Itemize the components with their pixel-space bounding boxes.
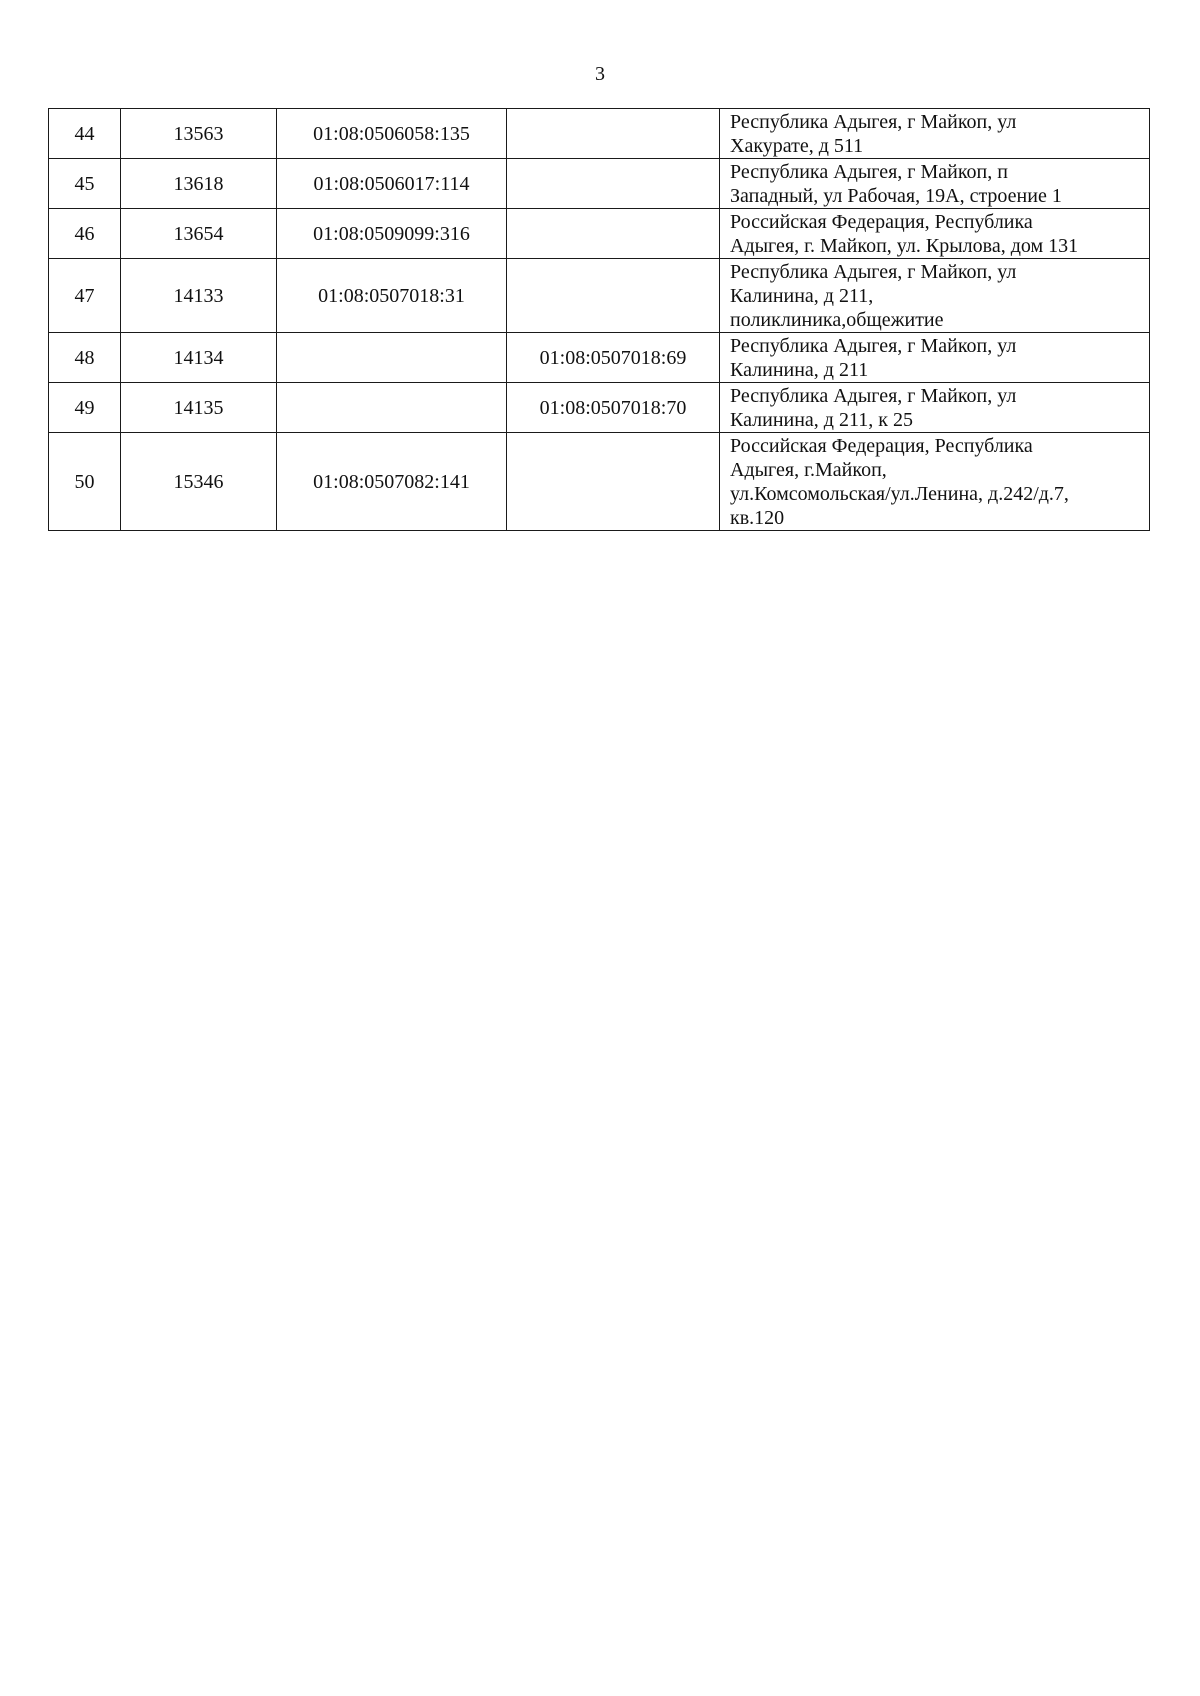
row-number-cell: 50 <box>49 433 121 531</box>
row-number-cell: 49 <box>49 383 121 433</box>
object-id-cell: 14134 <box>121 333 277 383</box>
address-line: Адыгея, г. Майкоп, ул. Крылова, дом 131 <box>730 234 1079 257</box>
land-cadastral-cell <box>277 333 507 383</box>
address-line: Российская Федерация, Республика <box>730 434 1033 457</box>
table-row <box>49 433 1150 531</box>
address-line: Республика Адыгея, г Майкоп, ул <box>730 334 1017 357</box>
address-line: поликлиника,общежитие <box>730 308 944 331</box>
building-cadastral-cell: 01:08:0507018:69 <box>507 333 720 383</box>
address-line: ул.Комсомольская/ул.Ленина, д.242/д.7, <box>730 482 1069 505</box>
address-line: Калинина, д 211, <box>730 284 874 307</box>
building-cadastral-cell <box>507 259 720 333</box>
land-cadastral-cell: 01:08:0509099:316 <box>277 209 507 259</box>
object-id-cell: 14135 <box>121 383 277 433</box>
table-row <box>49 259 1150 333</box>
address-line: Российская Федерация, Республика <box>730 210 1033 233</box>
table-row <box>49 109 1150 159</box>
address-line: Республика Адыгея, г Майкоп, ул <box>730 260 1017 283</box>
object-id-cell: 14133 <box>121 259 277 333</box>
object-id-cell: 15346 <box>121 433 277 531</box>
address-cell <box>720 209 1150 259</box>
row-number-cell: 46 <box>49 209 121 259</box>
address-line: Республика Адыгея, г Майкоп, ул <box>730 384 1017 407</box>
registry-table <box>48 108 1150 531</box>
table-row <box>49 159 1150 209</box>
table-row <box>49 209 1150 259</box>
address-line: Адыгея, г.Майкоп, <box>730 458 887 481</box>
land-cadastral-cell: 01:08:0507082:141 <box>277 433 507 531</box>
address-line: Хакурате, д 511 <box>730 134 864 157</box>
address-cell <box>720 333 1150 383</box>
row-number-cell: 47 <box>49 259 121 333</box>
land-cadastral-cell: 01:08:0506058:135 <box>277 109 507 159</box>
building-cadastral-cell <box>507 433 720 531</box>
object-id-cell: 13654 <box>121 209 277 259</box>
page-number: 3 <box>595 63 605 85</box>
building-cadastral-cell <box>507 109 720 159</box>
address-line: кв.120 <box>730 506 785 529</box>
address-line: Калинина, д 211 <box>730 358 869 381</box>
address-cell <box>720 109 1150 159</box>
address-cell <box>720 259 1150 333</box>
building-cadastral-cell: 01:08:0507018:70 <box>507 383 720 433</box>
address-line: Калинина, д 211, к 25 <box>730 408 913 431</box>
row-number-cell: 45 <box>49 159 121 209</box>
land-cadastral-cell: 01:08:0507018:31 <box>277 259 507 333</box>
table-row <box>49 383 1150 433</box>
address-cell <box>720 383 1150 433</box>
object-id-cell: 13563 <box>121 109 277 159</box>
address-line: Республика Адыгея, г Майкоп, п <box>730 160 1008 183</box>
land-cadastral-cell <box>277 383 507 433</box>
building-cadastral-cell <box>507 159 720 209</box>
row-number-cell: 48 <box>49 333 121 383</box>
table-row <box>49 333 1150 383</box>
building-cadastral-cell <box>507 209 720 259</box>
land-cadastral-cell: 01:08:0506017:114 <box>277 159 507 209</box>
object-id-cell: 13618 <box>121 159 277 209</box>
address-line: Западный, ул Рабочая, 19А, строение 1 <box>730 184 1062 207</box>
row-number-cell: 44 <box>49 109 121 159</box>
address-cell <box>720 159 1150 209</box>
address-cell <box>720 433 1150 531</box>
address-line: Республика Адыгея, г Майкоп, ул <box>730 110 1017 133</box>
